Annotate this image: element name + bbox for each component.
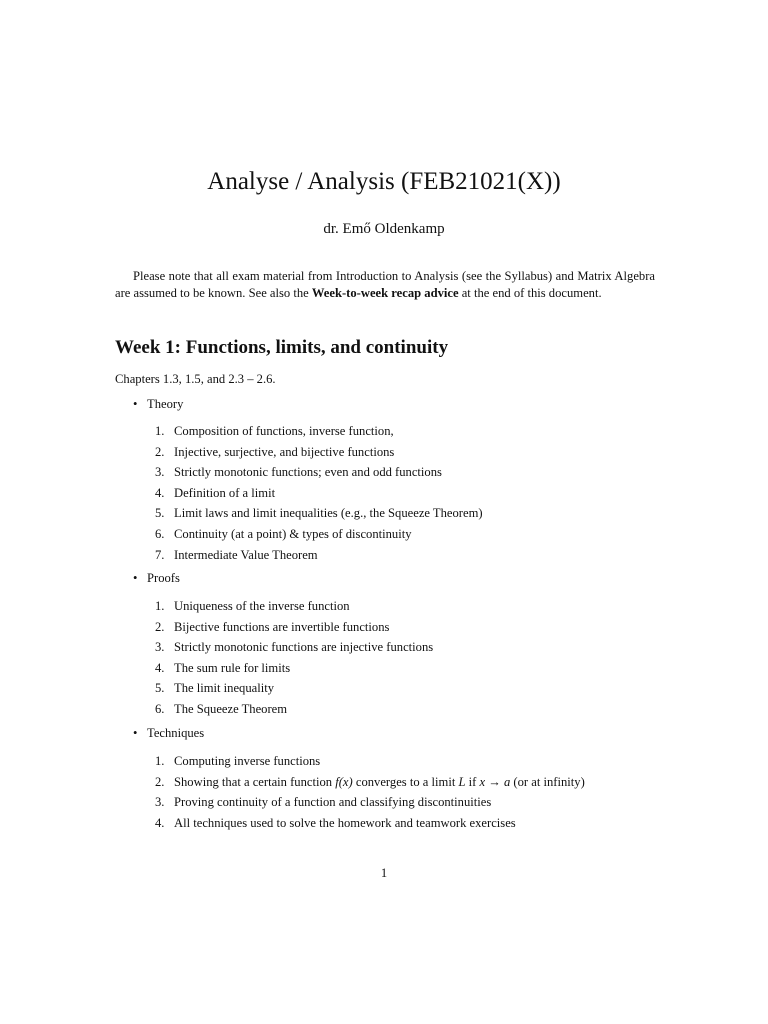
list-item: 7. Intermediate Value Theorem [155, 547, 318, 562]
math-L: L [458, 774, 466, 789]
section-heading-week-1: Week 1: Functions, limits, and continuity [115, 337, 449, 358]
bullet-icon: • [133, 726, 138, 740]
list-item: 3. Strictly monotonic functions are injective functions [155, 640, 434, 655]
list-item: 3. Proving continuity of a function and classifying discontinuities [155, 795, 492, 810]
author-name: dr. Emő Oldenkamp [323, 221, 445, 237]
chapters-reference: Chapters 1.3, 1.5, and 2.3 – 2.6. [115, 372, 276, 386]
theory-list [155, 421, 483, 565]
math-x-to-a: x → a [479, 774, 511, 789]
list-item: 1. Computing inverse functions [155, 754, 321, 768]
bullet-icon: • [133, 571, 138, 585]
bullet-label: Techniques [147, 726, 205, 740]
bullet-label: Proofs [147, 571, 180, 585]
intro-text-before: Please note that all exam material from Introduction to Analysis (see the Syllabus) and Matrix Algebra are assumed to be known. See also the [115, 269, 655, 300]
math-fx: f(x) [335, 774, 353, 789]
list-item: 1. Uniqueness of the inverse function [155, 599, 350, 613]
list-item: 4. Definition of a limit [155, 485, 276, 500]
list-item: 2. Showing that a certain function f(x) converges to a limit L if x → a (or at infinity) [155, 774, 585, 789]
bullet-icon: • [133, 397, 138, 411]
list-item: 1. Composition of functions, inverse function, [155, 424, 394, 438]
page-number: 1 [380, 866, 388, 880]
list-item: 5. The limit inequality [155, 681, 275, 696]
proofs-list [155, 596, 433, 720]
techniques-list [155, 751, 585, 833]
list-item: 5. Limit laws and limit inequalities (e.g., the Squeeze Theorem) [155, 506, 483, 521]
bullet-proofs [133, 571, 180, 586]
list-item: 6. Continuity (at a point) & types of discontinuity [155, 526, 412, 541]
list-item: 3. Strictly monotonic functions; even and odd functions [155, 465, 442, 480]
bullet-techniques [133, 726, 204, 741]
intro-paragraph [115, 268, 655, 302]
list-item: 2. Bijective functions are invertible functions [155, 619, 390, 634]
intro-text-after: at the end of this document. [458, 286, 602, 300]
list-item: 6. The Squeeze Theorem [155, 701, 288, 716]
bullet-label: Theory [147, 397, 184, 411]
intro-bold-link: Week-to-week recap advice [311, 286, 459, 300]
list-item: 4. All techniques used to solve the homework and teamwork exercises [155, 815, 516, 830]
list-item: 2. Injective, surjective, and bijective functions [155, 444, 395, 459]
list-item: 4. The sum rule for limits [155, 660, 291, 675]
document-title: Analyse / Analysis (FEB21021(X)) [207, 168, 561, 195]
bullet-theory [133, 397, 183, 412]
